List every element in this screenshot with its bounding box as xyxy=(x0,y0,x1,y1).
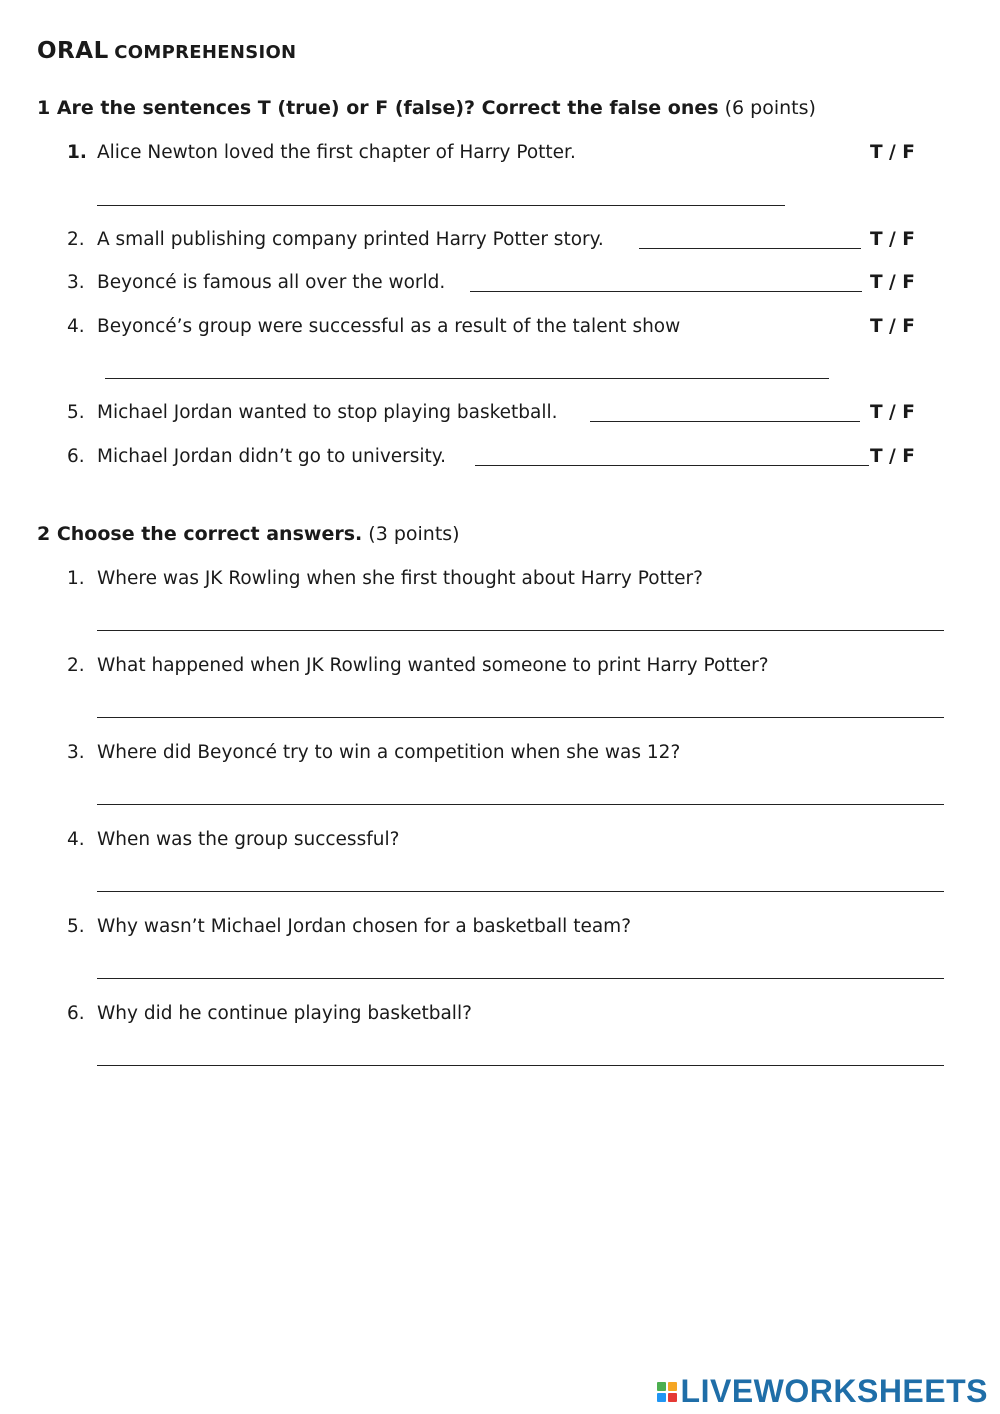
question-number: 5. xyxy=(67,916,85,937)
tf-choice[interactable]: T / F xyxy=(870,446,915,467)
answer-line[interactable] xyxy=(97,782,944,805)
logo-block-e xyxy=(668,1393,677,1402)
answer-line[interactable] xyxy=(97,695,944,718)
tf-choice[interactable]: T / F xyxy=(870,229,915,250)
section2-heading xyxy=(37,523,460,545)
tf-item-sentence: Michael Jordan wanted to stop playing basketball. xyxy=(97,402,558,423)
tf-item-number: 1. xyxy=(67,142,87,163)
tf-choice[interactable]: T / F xyxy=(870,316,915,337)
correction-line[interactable] xyxy=(105,356,829,379)
tf-item-sentence: Michael Jordan didn’t go to university. xyxy=(97,446,446,467)
title-part-comprehension: COMPREHENSION xyxy=(114,42,297,63)
page-title xyxy=(37,38,296,64)
section1-heading xyxy=(37,97,816,119)
tf-item-number: 4. xyxy=(67,316,85,337)
correction-line[interactable] xyxy=(590,399,860,422)
tf-item-sentence: Beyoncé’s group were successful as a result of the talent show xyxy=(97,316,681,337)
correction-line[interactable] xyxy=(639,226,861,249)
question-number: 6. xyxy=(67,1003,85,1024)
answer-line[interactable] xyxy=(97,956,944,979)
question-text: Why wasn’t Michael Jordan chosen for a basketball team? xyxy=(97,916,632,937)
section2-heading-text: 2 Choose the correct answers. xyxy=(37,523,363,545)
correction-line[interactable] xyxy=(97,183,785,206)
question-text: What happened when JK Rowling wanted someone to print Harry Potter? xyxy=(97,655,769,676)
question-text: Why did he continue playing basketball? xyxy=(97,1003,472,1024)
tf-item-number: 6. xyxy=(67,446,85,467)
tf-item-number: 5. xyxy=(67,402,85,423)
section1-points: (6 points) xyxy=(724,97,816,119)
answer-line[interactable] xyxy=(97,869,944,892)
correction-line[interactable] xyxy=(475,443,869,466)
tf-choice[interactable]: T / F xyxy=(870,402,915,423)
section1-heading-text: 1 Are the sentences T (true) or F (false)? Correct the false ones xyxy=(37,97,719,119)
tf-item-sentence: Alice Newton loved the first chapter of Harry Potter. xyxy=(97,142,576,163)
section2-points: (3 points) xyxy=(368,523,460,545)
question-text: When was the group successful? xyxy=(97,829,400,850)
question-number: 3. xyxy=(67,742,85,763)
question-text: Where did Beyoncé try to win a competition when she was 12? xyxy=(97,742,681,763)
tf-item-sentence: Beyoncé is famous all over the world. xyxy=(97,272,446,293)
logo-blocks-icon xyxy=(657,1382,677,1402)
correction-line[interactable] xyxy=(470,269,862,292)
question-number: 2. xyxy=(67,655,85,676)
liveworksheets-logo xyxy=(657,1373,988,1410)
question-text: Where was JK Rowling when she first thought about Harry Potter? xyxy=(97,568,703,589)
question-number: 4. xyxy=(67,829,85,850)
tf-item-number: 2. xyxy=(67,229,85,250)
answer-line[interactable] xyxy=(97,1043,944,1066)
logo-block-l xyxy=(657,1382,666,1391)
tf-item-sentence: A small publishing company printed Harry Potter story. xyxy=(97,229,604,250)
title-part-oral: ORAL xyxy=(37,38,109,64)
tf-item-number: 3. xyxy=(67,272,85,293)
tf-choice[interactable]: T / F xyxy=(870,272,915,293)
tf-choice[interactable]: T / F xyxy=(870,142,915,163)
question-number: 1. xyxy=(67,568,85,589)
logo-block-i xyxy=(668,1382,677,1391)
logo-text: LIVEWORKSHEETS xyxy=(680,1373,988,1409)
logo-block-v xyxy=(657,1393,666,1402)
answer-line[interactable] xyxy=(97,608,944,631)
